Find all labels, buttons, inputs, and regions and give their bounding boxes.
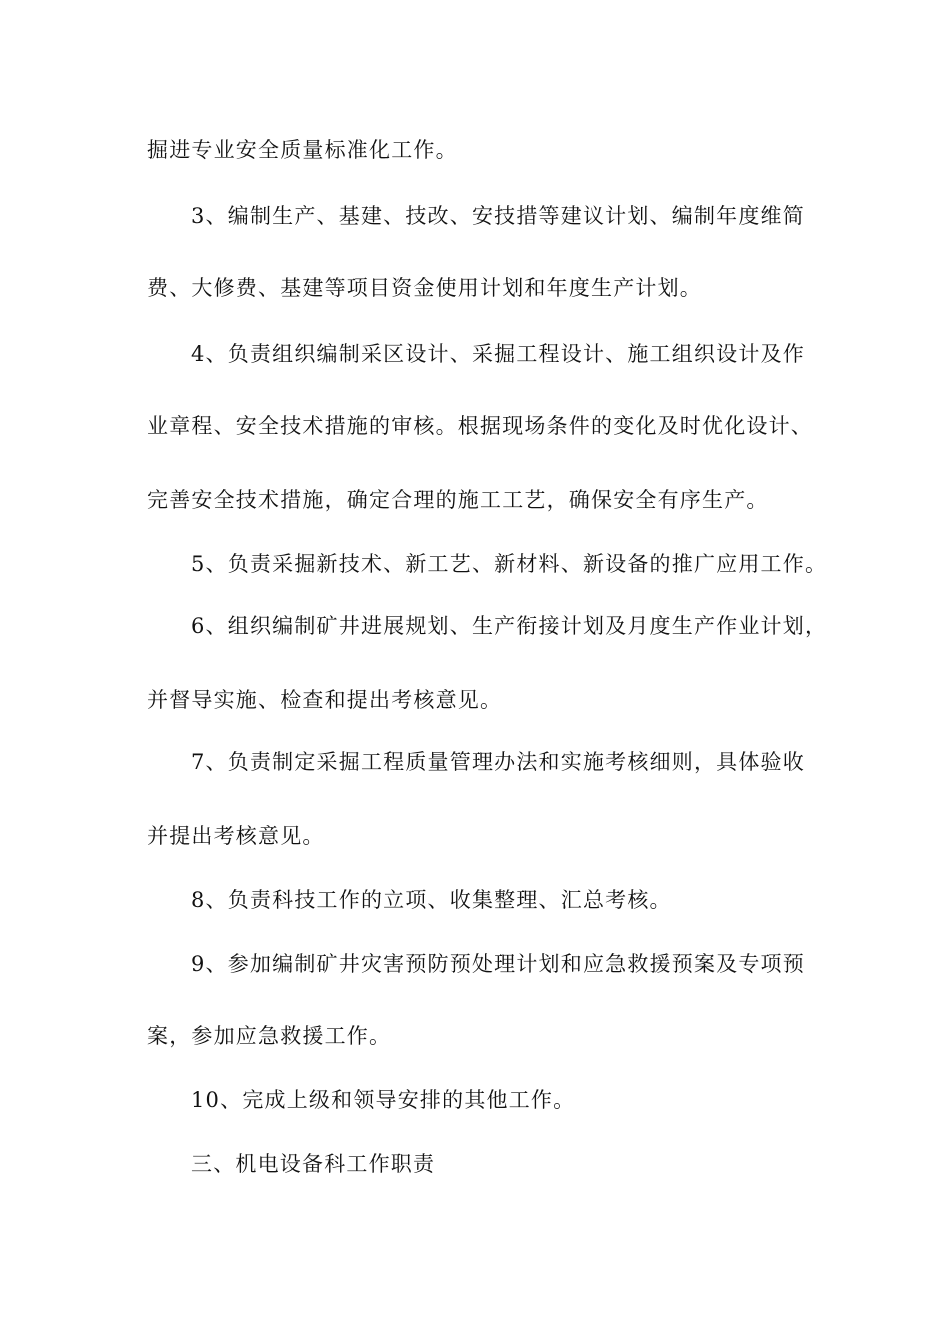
text-line: 8、负责科技工作的立项、收集整理、汇总考核。 (191, 888, 672, 912)
text-line: 9、参加编制矿井灾害预防预处理计划和应急救援预案及专项预 (191, 952, 805, 976)
text-line: 3、编制生产、基建、技改、安技措等建议计划、编制年度维简 (191, 204, 805, 228)
text-line: 并提出考核意见。 (147, 824, 325, 848)
text-line: 掘进专业安全质量标准化工作。 (147, 138, 458, 162)
text-line: 完善安全技术措施，确定合理的施工工艺，确保安全有序生产。 (147, 488, 769, 512)
text-line: 并督导实施、检查和提出考核意见。 (147, 688, 503, 712)
text-line: 费、大修费、基建等项目资金使用计划和年度生产计划。 (147, 276, 702, 300)
section-heading: 三、机电设备科工作职责 (191, 1152, 436, 1176)
text-line: 案，参加应急救援工作。 (147, 1024, 392, 1048)
text-line: 4、负责组织编制采区设计、采掘工程设计、施工组织设计及作 (191, 342, 805, 366)
text-line: 7、负责制定采掘工程质量管理办法和实施考核细则，具体验收 (191, 750, 805, 774)
text-line: 6、组织编制矿井进展规划、生产衔接计划及月度生产作业计划， (191, 614, 828, 638)
text-line: 5、负责采掘新技术、新工艺、新材料、新设备的推广应用工作。 (191, 552, 828, 576)
text-line: 10、完成上级和领导安排的其他工作。 (191, 1088, 576, 1112)
text-line: 业章程、安全技术措施的审核。根据现场条件的变化及时优化设计、 (147, 414, 813, 438)
